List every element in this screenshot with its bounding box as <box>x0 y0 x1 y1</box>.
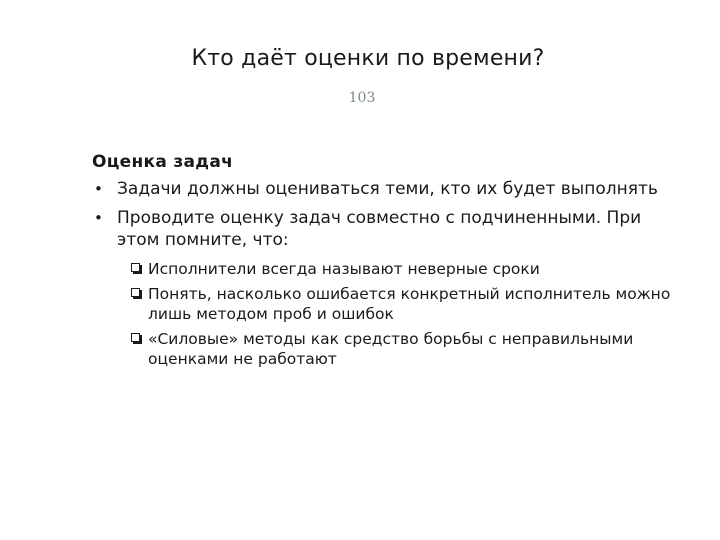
bullet-dot-icon: • <box>94 180 103 198</box>
sub-list-item-text: Понять, насколько ошибается конкретный исполнитель можно лишь методом проб и ошибок <box>148 285 671 323</box>
list-item-text: Проводите оценку задач совместно с подчиненными. При этом помните, что: <box>117 208 642 250</box>
section-heading: Оценка задач <box>92 152 234 172</box>
bullet-dot-icon: • <box>94 209 103 227</box>
slide-content <box>92 152 672 376</box>
bullet-list <box>92 178 672 369</box>
checkbox-square-icon <box>131 288 140 297</box>
sub-list-item-text: «Силовые» методы как средство борьбы с неправильными оценками не работают <box>148 330 634 368</box>
checkbox-square-icon <box>131 333 140 342</box>
checkbox-square-icon <box>131 263 140 272</box>
list-item-text: Задачи должны оцениваться теми, кто их будет выполнять <box>117 179 658 199</box>
sub-list-item <box>117 259 672 279</box>
sub-list-item <box>117 284 672 324</box>
sub-bullet-list <box>117 259 672 369</box>
slide-title: Кто даёт оценки по времени? <box>191 46 545 71</box>
sub-list-item-text: Исполнители всегда называют неверные сроки <box>148 260 540 278</box>
page-number: 103 <box>348 90 376 106</box>
list-item <box>92 207 672 369</box>
sub-list-item <box>117 329 672 369</box>
list-item <box>92 178 672 200</box>
